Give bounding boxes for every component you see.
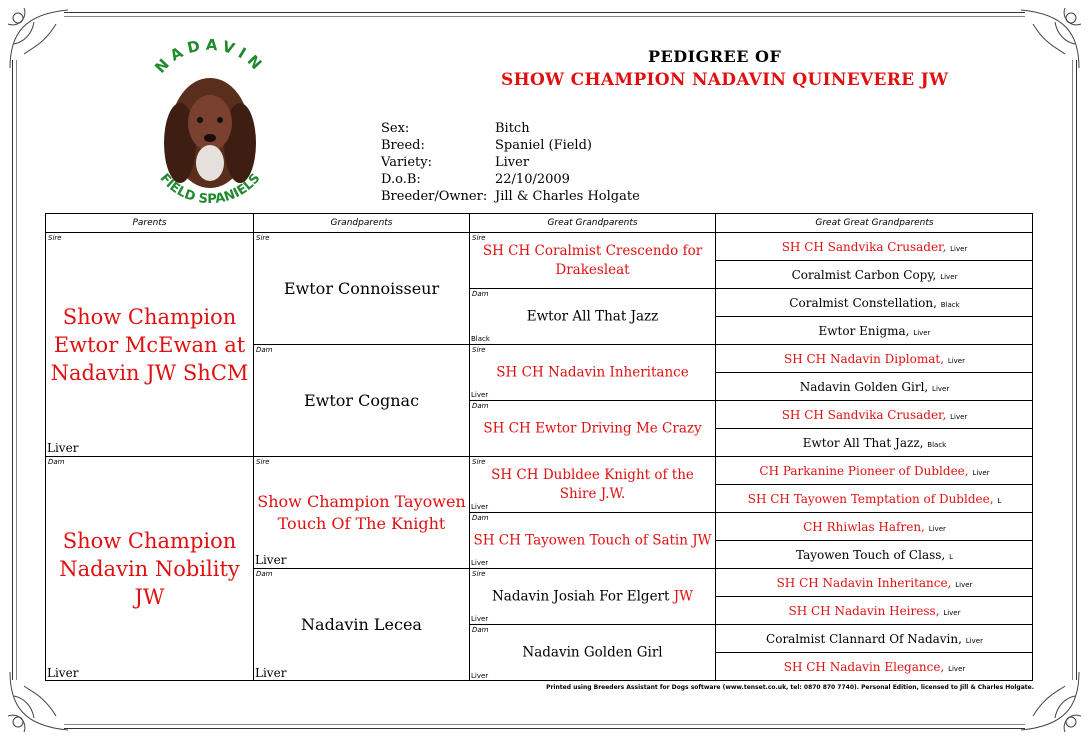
dog-name[interactable] [46,303,253,387]
dog-name-text: Ewtor All That Jazz, [802,435,924,450]
dog-name[interactable] [716,660,1033,674]
corner-ornament-top-left [4,4,74,74]
dog-name[interactable] [716,464,1033,478]
great-great-grandparents-cell [716,569,1033,597]
dog-name-text: SH CH Dubldee Knight of the Shire J.W. [491,466,694,502]
colour-label: Black [940,300,960,309]
great-great-grandparents-cell [716,373,1033,401]
dam-tag: Dam [472,626,489,634]
great-grandparents-cell [470,457,716,513]
dog-name[interactable] [470,307,715,326]
dog-name-text: Show Champion Nadavin Nobility JW [59,529,240,609]
great-grandparents-cell [470,289,716,345]
details-label: Variety: [381,155,432,170]
dog-name-text: SH CH Tayowen Touch of Satin JW [473,532,712,548]
sire-tag: Sire [256,234,270,242]
dog-name-text: SH CH Nadavin Diplomat, [784,351,944,366]
parents-cell [46,233,254,457]
border-bottom-line-inner [64,724,1025,725]
dog-name-text: Show Champion Tayowen Touch Of The Knight [257,491,466,533]
great-grandparents-cell [470,569,716,625]
dog-name-text: SH CH Ewtor Driving Me Crazy [483,420,702,436]
logo-arc-text: NADAVIN [151,38,269,77]
dog-name[interactable] [470,242,715,280]
dog-name[interactable] [716,240,1033,254]
logo-bottom-text: FIELD SPANIELS [156,171,264,208]
dog-name[interactable] [716,324,1033,338]
colour-label: Liver [47,666,79,680]
great-great-grandparents-cell [716,485,1033,513]
grandparents-cell [254,233,470,345]
colour-label: Liver [943,608,961,617]
great-great-grandparents-cell [716,317,1033,345]
great-great-grandparents-cell [716,429,1033,457]
dog-name-text: SH CH Sandvika Crusader, [781,239,947,254]
colour-label: Black [927,440,947,449]
great-great-grandparents-cell [716,289,1033,317]
dog-name[interactable] [716,268,1033,282]
dam-tag: Dam [472,514,489,522]
great-great-grandparents-cell [716,541,1033,569]
great-grandparents-cell [470,345,716,401]
great-great-grandparents-cell [716,653,1033,681]
dog-name-text: SH CH Tayowen Temptation of Dubldee, [747,491,994,506]
colour-label: Liver [950,412,968,421]
sire-tag: Sire [256,458,270,466]
details-value: Jill & Charles Holgate [495,189,640,204]
dog-name[interactable] [470,466,715,504]
dog-name[interactable] [470,531,715,550]
great-grandparents-cell [470,625,716,681]
dog-name-text: Ewtor Connoisseur [283,278,440,298]
parents-cell [46,457,254,681]
details-label: D.o.B: [381,172,421,187]
colour-label: Liver [255,666,287,680]
details-row-breeder [381,188,640,205]
details-row-variety [381,154,640,171]
header-grandparents: Grandparents [254,214,470,233]
sire-tag: Sire [48,234,62,242]
border-top-line-inner [64,16,1025,17]
border-left-line-inner [16,60,17,680]
great-great-grandparents-cell [716,401,1033,429]
dog-name[interactable] [470,363,715,382]
dog-name[interactable] [716,408,1033,422]
border-right-line [1076,60,1077,680]
dog-name[interactable] [716,576,1033,590]
dog-name-text: Ewtor Enigma, [818,323,910,338]
grandparents-cell [254,345,470,457]
grandparents-cell [254,569,470,681]
dog-name-text: Tayowen Touch of Class, [796,547,946,562]
dog-name[interactable] [470,419,715,438]
dog-name[interactable] [254,491,469,535]
print-footer: Printed using Breeders Assistant for Dogs software (www.tenset.co.uk, tel: 0870 870 7740). Personal Edition, licensed to Jill & Charles Holgate. [546,684,1034,691]
dog-name-text: CH Parkanine Pioneer of Dubldee, [759,463,969,478]
sire-tag: Sire [472,346,486,354]
colour-label: Liver [955,580,973,589]
dog-name[interactable] [716,352,1033,366]
great-great-grandparents-cell [716,345,1033,373]
details-row-breed [381,137,640,154]
pedigree-title: PEDIGREE OF [648,47,782,66]
dog-name-text: Ewtor All That Jazz [526,308,659,324]
colour-label: Liver [948,665,966,673]
details-row-sex [381,120,640,137]
dog-name-text: Coralmist Constellation, [789,295,937,310]
dog-name-title: SHOW CHAMPION NADAVIN QUINEVERE JW [501,70,949,90]
border-top-line [64,12,1025,13]
kennel-logo [140,38,280,208]
dam-tag: Dam [256,346,273,354]
dog-name[interactable] [716,520,1033,534]
dog-details [381,120,640,205]
dog-name-text: Coralmist Clannard Of Nadavin, [766,631,962,646]
sire-tag: Sire [472,458,486,466]
dam-tag: Dam [256,570,273,578]
colour-label: Liver [471,615,489,623]
dog-name-text: Nadavin Golden Girl [522,644,663,661]
great-great-grandparents-cell [716,597,1033,625]
dog-name[interactable] [254,614,469,636]
colour-label: Liver [965,636,983,645]
dog-name-text: SH CH Nadavin Elegance, [783,660,945,674]
colour-label: Liver [940,272,958,281]
header-parents: Parents [46,214,254,233]
details-value: 22/10/2009 [495,172,570,187]
details-label: Sex: [381,121,410,136]
pedigree-table [45,213,1033,681]
dam-tag: Dam [48,458,65,466]
colour-label: Liver [950,244,968,253]
dog-name-text: SH CH Nadavin Inheritance, [776,575,952,590]
dog-name-text: SH CH Sandvika Crusader, [781,407,947,422]
dog-name-text: SH CH Nadavin Heiress, [788,603,940,618]
details-label: Breed: [381,138,425,153]
dog-name-text: Coralmist Carbon Copy, [791,267,937,282]
colour-label: Liver [47,441,79,455]
corner-ornament-top-right [1015,4,1085,74]
great-great-grandparents-cell [716,261,1033,289]
header-great-great-grandparents: Great Great Grandparents [716,214,1033,233]
colour-label: Liver [913,328,931,337]
sire-tag: Sire [472,234,486,242]
colour-label: Liver [972,468,990,477]
dog-name-text: Show Champion Ewtor McEwan at Nadavin JW ShCM [50,304,249,385]
dog-name-text: SH CH Coralmist Crescendo for Drakesleat [482,242,703,278]
dog-name[interactable] [716,548,1033,562]
dog-name[interactable] [716,296,1033,310]
colour-label: Liver [471,672,489,680]
dog-name[interactable] [254,278,469,300]
dog-name[interactable] [716,492,1033,506]
grandparents-cell [254,457,470,569]
great-grandparents-cell [470,513,716,569]
details-row-dob [381,171,640,188]
colour-label: Liver [932,384,950,393]
dog-name[interactable] [716,380,1033,394]
great-grandparents-cell [470,233,716,289]
colour-label: Liver [928,524,946,533]
dog-name-text: Nadavin Golden Girl, [799,379,929,394]
sire-tag: Sire [472,570,486,578]
colour-label: Liver [471,391,489,399]
dog-name-text: Nadavin Lecea [301,615,422,634]
colour-label: Liver [947,356,965,365]
dog-name[interactable] [716,436,1033,450]
dam-tag: Dam [472,402,489,410]
details-value: Liver [495,155,530,170]
dog-name[interactable] [470,587,715,606]
header-great-grandparents: Great Grandparents [470,214,716,233]
great-great-grandparents-cell [716,625,1033,653]
border-right-line-inner [1072,60,1073,680]
dog-name-text: Nadavin Josiah For Elgert [491,588,670,604]
great-great-grandparents-cell [716,513,1033,541]
great-great-grandparents-cell [716,233,1033,261]
dog-name-text: SH CH Nadavin Inheritance [496,364,689,380]
details-value: Spaniel (Field) [495,138,592,153]
border-left-line [12,60,13,680]
dog-name[interactable] [254,390,469,412]
great-great-grandparents-cell [716,457,1033,485]
dog-name[interactable] [46,527,253,611]
colour-label: L [949,552,953,561]
colour-label: Black [471,335,490,343]
colour-label: L [997,496,1002,505]
dam-tag: Dam [472,290,489,298]
dog-name[interactable] [716,604,1033,618]
dog-name-text: Ewtor Cognac [303,390,420,410]
details-value: Bitch [495,121,530,136]
colour-label: Liver [471,503,489,511]
dog-name-text: CH Rhiwlas Hafren, [803,519,925,534]
title-suffix: JW [673,588,694,604]
dog-name[interactable] [716,632,1033,646]
colour-label: Liver [471,559,489,567]
colour-label: Liver [255,553,287,567]
great-grandparents-cell [470,401,716,457]
dog-name[interactable] [470,644,715,663]
details-label: Breeder/Owner: [381,189,488,204]
border-bottom-line [64,728,1025,729]
